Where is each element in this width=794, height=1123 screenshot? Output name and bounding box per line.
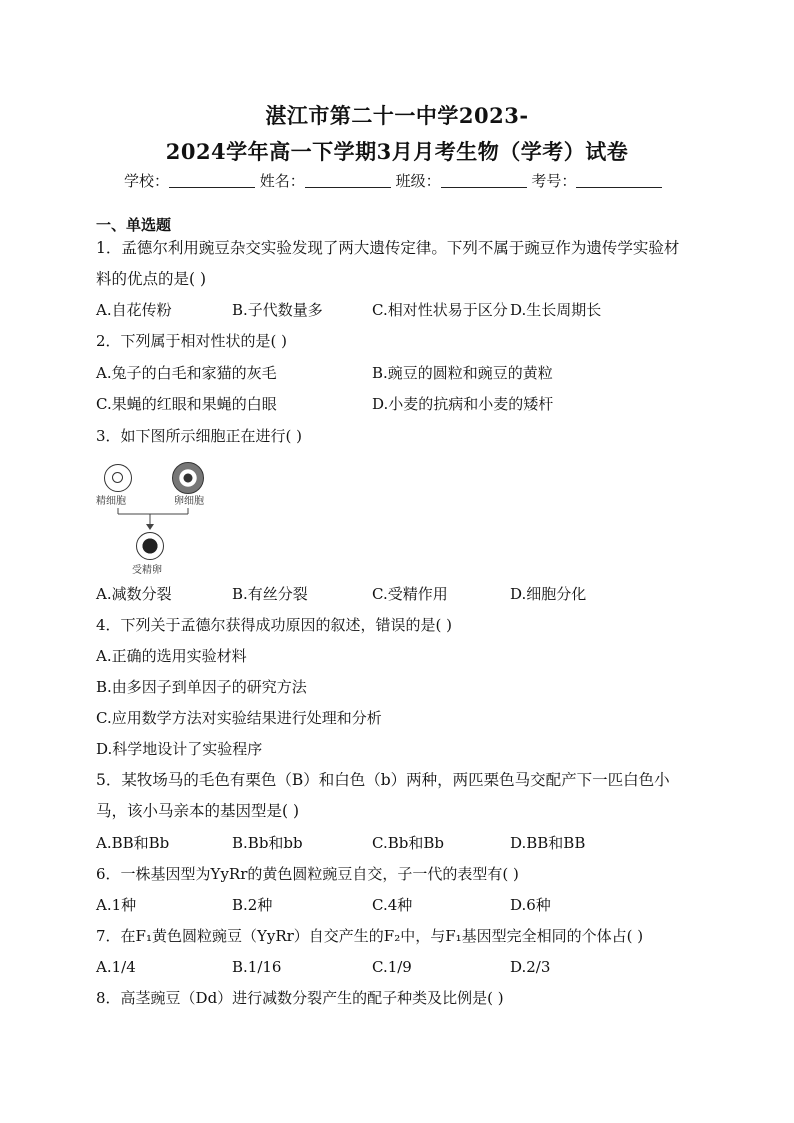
question-6-options [96,890,706,921]
question-6-option-d[interactable]: D.6种 [510,896,551,914]
question-7-option-b[interactable]: B.1/16 [232,958,282,976]
question-1-option-c[interactable]: C.相对性状易于区分 [372,301,508,319]
exam-no-label: 考号： [531,172,577,190]
question-4-option-d[interactable]: D.科学地设计了实验程序 [96,740,263,758]
question-3-option-d[interactable]: D.细胞分化 [510,585,587,603]
question-6-option-c[interactable]: C.4种 [372,896,413,914]
question-3-stem: 3．如下图所示细胞正在进行( ) [96,427,303,445]
class-label: 班级： [395,172,441,190]
question-1-option-a[interactable]: A.自花传粉 [96,301,172,319]
question-5-option-b[interactable]: B.Bb和bb [232,834,303,852]
question-2-stem: 2．下列属于相对性状的是( ) [96,332,288,350]
question-6-option-a[interactable]: A.1种 [96,896,137,914]
question-7-stem: 7．在F₁黄色圆粒豌豆（YyRr）自交产生的F₂中，与F₁基因型完全相同的个体占( ) [96,927,644,945]
question-2-option-b[interactable]: B.豌豆的圆粒和豌豆的黄粒 [372,364,553,382]
exam-no-blank[interactable] [576,171,662,188]
question-6-option-b[interactable]: B.2种 [232,896,273,914]
question-2-option-c[interactable]: C.果蝇的红眼和果蝇的白眼 [96,395,277,413]
question-1-option-d[interactable]: D.生长周期长 [510,301,602,319]
name-label: 姓名： [259,172,305,190]
question-5-option-a[interactable]: A.BB和Bb [96,834,170,852]
section-title: 一、单选题 [96,216,172,234]
question-3-options [96,579,706,610]
question-1-line1: 1．孟德尔利用豌豆杂交实验发现了两大遗传定律。下列不属于豌豆作为遗传学实验材 [96,239,680,257]
question-7-option-a[interactable]: A.1/4 [96,958,136,976]
question-4-option-a[interactable]: A.正确的选用实验材料 [96,647,247,665]
fertilization-diagram [96,458,226,576]
exam-title-line2: 2024学年高一下学期3月月考生物（学考）试卷 [165,139,629,164]
sperm-cell-icon [104,464,132,492]
question-1-options [96,295,706,326]
question-1-line2: 料的优点的是( ) [96,270,207,288]
school-label: 学校： [124,172,170,190]
zygote-icon [136,532,164,560]
question-3-option-b[interactable]: B.有丝分裂 [232,585,308,603]
name-blank[interactable] [305,171,391,188]
question-1-stem [96,233,706,295]
question-3-option-c[interactable]: C.受精作用 [372,585,448,603]
question-2-options-row1 [96,358,706,389]
egg-cell-icon [172,462,204,494]
question-8-stem: 8．高茎豌豆（Dd）进行减数分裂产生的配子种类及比例是( ) [96,989,504,1007]
question-4-option-c[interactable]: C.应用数学方法对实验结果进行处理和分析 [96,709,382,727]
question-5-line1: 5．某牧场马的毛色有栗色（B）和白色（b）两种，两匹栗色马交配产下一匹白色小 [96,771,670,789]
egg-label: 卵细胞 [174,496,204,507]
zygote-label: 受精卵 [132,565,162,576]
question-5-options [96,828,706,859]
question-7-option-c[interactable]: C.1/9 [372,958,412,976]
question-7-option-d[interactable]: D.2/3 [510,958,551,976]
school-blank[interactable] [169,171,255,188]
question-2-option-a[interactable]: A.兔子的白毛和家猫的灰毛 [96,364,277,382]
class-blank[interactable] [441,171,527,188]
question-3-option-a[interactable]: A.减数分裂 [96,585,172,603]
question-6-stem: 6．一株基因型为YyRr的黄色圆粒豌豆自交，子一代的表型有( ) [96,865,519,883]
question-4-option-b[interactable]: B.由多因子到单因子的研究方法 [96,678,307,696]
sperm-label: 精细胞 [96,496,126,507]
question-4-stem: 4．下列关于孟德尔获得成功原因的叙述，错误的是( ) [96,616,453,634]
question-5-option-c[interactable]: C.Bb和Bb [372,834,444,852]
question-2-option-d[interactable]: D.小麦的抗病和小麦的矮杆 [372,395,554,413]
exam-title-line1: 湛江市第二十一中学2023- [265,103,529,128]
question-7-options [96,952,706,983]
question-2-options-row2 [96,389,706,420]
question-1-option-b[interactable]: B.子代数量多 [232,301,323,319]
question-5-stem [96,765,706,827]
question-5-option-d[interactable]: D.BB和BB [510,834,586,852]
question-5-line2: 马，该小马亲本的基因型是( ) [96,802,300,820]
student-info-row [124,170,684,191]
